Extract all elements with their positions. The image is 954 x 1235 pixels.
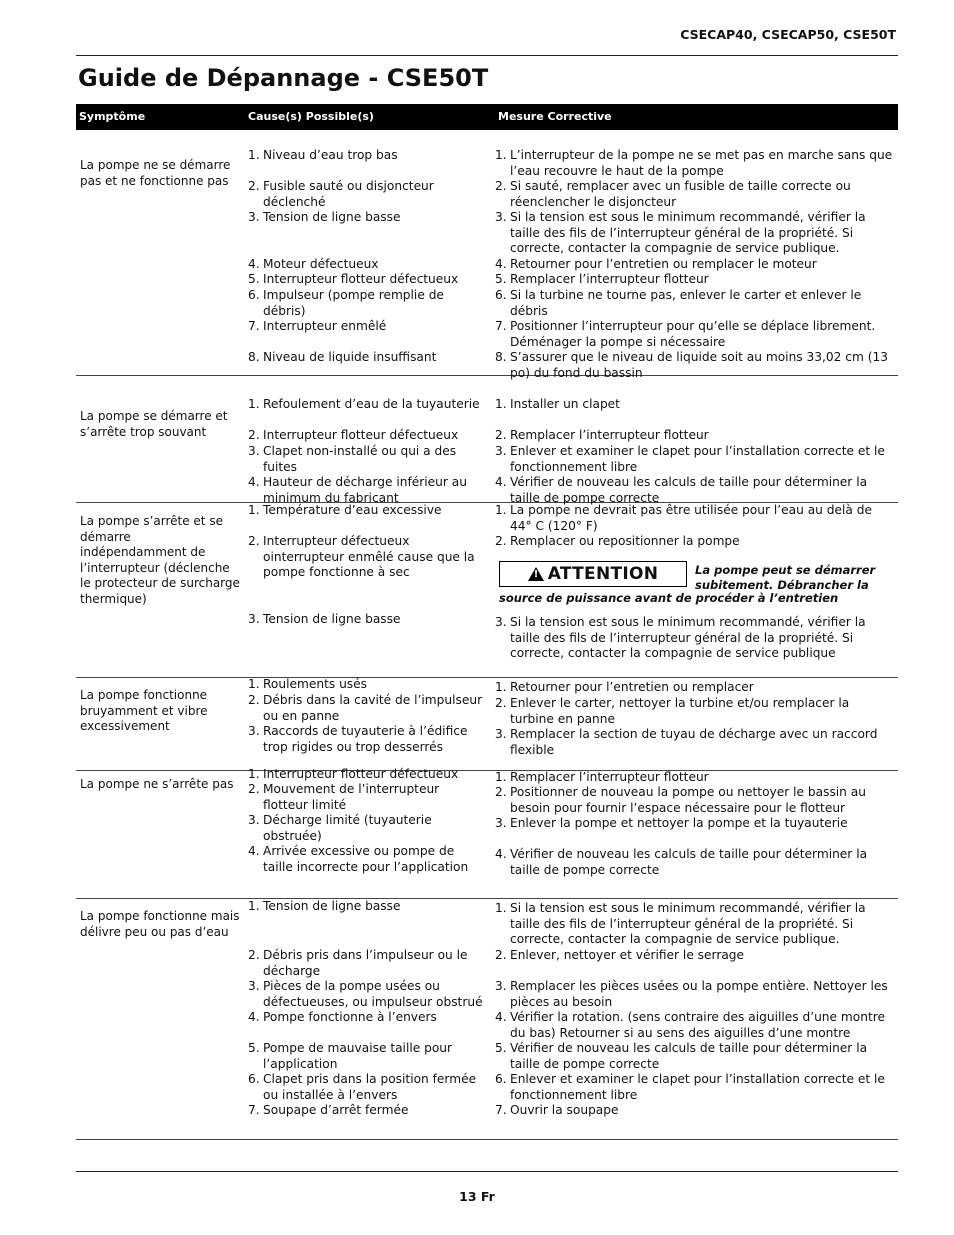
item-number: 3. bbox=[495, 444, 507, 458]
item-number: 4. bbox=[495, 475, 507, 489]
item-number: 4. bbox=[248, 1010, 260, 1024]
item-number: 2. bbox=[495, 696, 507, 710]
fix-item bbox=[495, 1103, 895, 1119]
item-text: Clapet pris dans la position fermée ou installée à l’envers bbox=[263, 1072, 477, 1102]
item-text: Hauteur de décharge inférieur au minimum du fabricant bbox=[263, 475, 467, 505]
cause-item bbox=[248, 257, 484, 273]
cause-item bbox=[248, 677, 484, 693]
item-number: 3. bbox=[495, 615, 507, 629]
item-text: Refoulement d’eau de la tuyauterie bbox=[263, 397, 480, 411]
item-number: 5. bbox=[495, 272, 507, 286]
fix-item bbox=[495, 148, 895, 179]
item-text: Interrupteur flotteur défectueux bbox=[263, 272, 459, 286]
item-text: Retourner pour l’entretien ou remplacer bbox=[510, 680, 754, 694]
item-number: 7. bbox=[495, 1103, 507, 1117]
item-number: 1. bbox=[248, 397, 260, 411]
item-text: Si sauté, remplacer avec un fusible de taille correcte ou réenclencher le disjoncteur bbox=[510, 179, 851, 209]
item-number: 2. bbox=[495, 179, 507, 193]
item-text: Tension de ligne basse bbox=[263, 612, 401, 626]
item-text: Interrupteur flotteur défectueux bbox=[263, 767, 459, 781]
table-row bbox=[76, 503, 898, 678]
fix-item bbox=[495, 1072, 895, 1103]
item-text: Tension de ligne basse bbox=[263, 210, 401, 224]
cause-item bbox=[248, 844, 484, 875]
header-symptom: Symptôme bbox=[79, 110, 146, 123]
cause-item bbox=[248, 148, 484, 164]
cause-item bbox=[248, 397, 484, 413]
item-text: Remplacer les pièces usées ou la pompe entière. Nettoyer les pièces au besoin bbox=[510, 979, 888, 1009]
cause-item bbox=[248, 1103, 484, 1119]
item-text: Moteur défectueux bbox=[263, 257, 379, 271]
attention-notice bbox=[499, 561, 895, 607]
cause-item bbox=[248, 503, 484, 519]
item-number: 2. bbox=[495, 948, 507, 962]
cause-item bbox=[248, 350, 484, 366]
item-number: 7. bbox=[248, 319, 260, 333]
item-number: 1. bbox=[495, 680, 507, 694]
item-number: 1. bbox=[495, 397, 507, 411]
cause-item bbox=[248, 475, 484, 506]
cause-item bbox=[248, 288, 484, 319]
cause-item bbox=[248, 612, 484, 628]
fix-item bbox=[495, 428, 895, 444]
cause-item bbox=[248, 724, 484, 755]
fix-item bbox=[495, 680, 895, 696]
item-text: Positionner de nouveau la pompe ou nettoyer le bassin au besoin pour fournir l’espace nécessaire pour le flotteur bbox=[510, 785, 866, 815]
fix-item bbox=[495, 696, 895, 727]
item-text: Enlever le carter, nettoyer la turbine et/ou remplacer la turbine en panne bbox=[510, 696, 850, 726]
item-number: 2. bbox=[248, 534, 260, 548]
item-text: Enlever et examiner le clapet pour l’installation correcte et le fonctionnement libre bbox=[510, 1072, 885, 1102]
cause-item bbox=[248, 428, 484, 444]
fix-item bbox=[495, 179, 895, 210]
symptom-cell: La pompe ne se démarre pas et ne fonctionne pas bbox=[80, 158, 231, 188]
item-number: 3. bbox=[495, 979, 507, 993]
item-number: 4. bbox=[495, 1010, 507, 1024]
item-number: 2. bbox=[248, 428, 260, 442]
cause-item bbox=[248, 782, 484, 813]
item-text: Vérifier de nouveau les calculs de taille pour déterminer la taille de pompe correcte bbox=[510, 475, 868, 505]
item-number: 1. bbox=[248, 899, 260, 913]
item-number: 6. bbox=[248, 1072, 260, 1086]
symptom-cell: La pompe ne s’arrête pas bbox=[80, 777, 234, 791]
fix-item bbox=[495, 534, 895, 550]
cause-item bbox=[248, 1041, 484, 1072]
item-number: 2. bbox=[248, 782, 260, 796]
item-number: 1. bbox=[495, 770, 507, 784]
fix-item bbox=[495, 319, 895, 350]
header-fix: Mesure Corrective bbox=[498, 110, 612, 123]
item-number: 3. bbox=[248, 612, 260, 626]
item-text: Vérifier la rotation. (sens contraire des aiguilles d’une montre du bas) Retourner si au sens des aiguilles d’une montre bbox=[510, 1010, 885, 1040]
item-text: Impulseur (pompe remplie de débris) bbox=[263, 288, 444, 318]
item-number: 2. bbox=[248, 179, 260, 193]
table-row bbox=[76, 899, 898, 1140]
item-text: Niveau d’eau trop bas bbox=[263, 148, 398, 162]
item-text: Pompe de mauvaise taille pour l’application bbox=[263, 1041, 453, 1071]
item-number: 2. bbox=[248, 693, 260, 707]
page-number: 13 Fr bbox=[459, 1189, 495, 1204]
item-text: Enlever et examiner le clapet pour l’installation correcte et le fonctionnement libre bbox=[510, 444, 885, 474]
cause-item bbox=[248, 319, 484, 335]
item-number: 1. bbox=[495, 901, 507, 915]
fix-item bbox=[495, 444, 895, 475]
fix-item bbox=[495, 785, 895, 816]
item-number: 3. bbox=[495, 816, 507, 830]
attention-label bbox=[499, 561, 687, 587]
cause-item bbox=[248, 813, 484, 844]
fix-item bbox=[495, 847, 895, 878]
item-text: Interrupteur enmêlé bbox=[263, 319, 387, 333]
item-text: Retourner pour l’entretien ou remplacer le moteur bbox=[510, 257, 817, 271]
item-text: Si la tension est sous le minimum recommandé, vérifier la taille des fils de l’interrupteur général de la propriété. Si correcte, contacter la compagnie de service publique. bbox=[510, 901, 866, 947]
table-row bbox=[76, 130, 898, 380]
warning-icon bbox=[528, 567, 544, 581]
item-number: 2. bbox=[495, 428, 507, 442]
item-number: 7. bbox=[248, 1103, 260, 1117]
fix-item bbox=[495, 948, 895, 964]
item-text: Débris pris dans l’impulseur ou le décharge bbox=[263, 948, 468, 978]
item-text: Vérifier de nouveau les calculs de taille pour déterminer la taille de pompe correcte bbox=[510, 1041, 868, 1071]
item-number: 6. bbox=[248, 288, 260, 302]
item-number: 6. bbox=[495, 1072, 507, 1086]
fix-item bbox=[495, 272, 895, 288]
item-number: 3. bbox=[495, 210, 507, 224]
symptom-cell: La pompe fonctionne bruyamment et vibre excessivement bbox=[80, 688, 208, 733]
cause-item bbox=[248, 444, 484, 475]
fix-item bbox=[495, 901, 895, 948]
item-text: S’assurer que le niveau de liquide soit au moins 33,02 cm (13 po) du fond du bassin bbox=[510, 350, 888, 380]
symptom-cell: La pompe se démarre et s’arrête trop souvant bbox=[80, 409, 228, 439]
table-body bbox=[76, 130, 898, 1140]
item-number: 4. bbox=[495, 257, 507, 271]
fix-item bbox=[495, 727, 895, 758]
item-number: 1. bbox=[495, 148, 507, 162]
item-text: Interrupteur défectueux ointerrupteur enmêlé cause que la pompe fonctionne à sec bbox=[263, 534, 475, 580]
table-row bbox=[76, 767, 898, 899]
item-number: 3. bbox=[248, 724, 260, 738]
model-numbers: CSECAP40, CSECAP50, CSE50T bbox=[680, 27, 896, 42]
item-text: Raccords de tuyauterie à l’édifice trop rigides ou trop desserrés bbox=[263, 724, 468, 754]
fix-item bbox=[495, 288, 895, 319]
item-number: 1. bbox=[248, 677, 260, 691]
item-number: 3. bbox=[495, 727, 507, 741]
item-number: 5. bbox=[248, 272, 260, 286]
cause-item bbox=[248, 1072, 484, 1103]
cause-item bbox=[248, 210, 484, 226]
fix-item bbox=[495, 210, 895, 257]
symptom-cell: La pompe fonctionne mais délivre peu ou pas d’eau bbox=[80, 909, 240, 939]
cause-item bbox=[248, 1010, 484, 1026]
item-text: Roulements usés bbox=[263, 677, 368, 691]
item-number: 1. bbox=[248, 503, 260, 517]
item-text: Remplacer l’interrupteur flotteur bbox=[510, 272, 709, 286]
item-text: Niveau de liquide insuffisant bbox=[263, 350, 437, 364]
table-header bbox=[76, 104, 898, 130]
item-text: Remplacer la section de tuyau de décharge avec un raccord flexible bbox=[510, 727, 878, 757]
fix-item bbox=[495, 979, 895, 1010]
cause-item bbox=[248, 979, 484, 1010]
item-number: 3. bbox=[248, 813, 260, 827]
fix-item bbox=[495, 816, 895, 832]
item-number: 4. bbox=[495, 847, 507, 861]
table-row bbox=[76, 376, 898, 503]
cause-item bbox=[248, 534, 484, 581]
item-text: Installer un clapet bbox=[510, 397, 620, 411]
item-text: Remplacer ou repositionner la pompe bbox=[510, 534, 740, 548]
item-text: Pièces de la pompe usées ou défectueuses, ou impulseur obstrué bbox=[263, 979, 483, 1009]
fix-item bbox=[495, 1010, 895, 1041]
attention-text-2: source de puissance avant de procéder à l’entretien bbox=[499, 591, 839, 605]
item-text: Clapet non-installé ou qui a des fuites bbox=[263, 444, 457, 474]
header-rule bbox=[76, 55, 898, 56]
cause-item bbox=[248, 272, 484, 288]
item-text: Interrupteur flotteur défectueux bbox=[263, 428, 459, 442]
table-row bbox=[76, 678, 898, 771]
item-number: 1. bbox=[248, 767, 260, 781]
item-text: Débris dans la cavité de l’impulseur ou en panne bbox=[263, 693, 483, 723]
fix-item bbox=[495, 475, 895, 506]
item-text: Pompe fonctionne à l’envers bbox=[263, 1010, 437, 1024]
fix-item bbox=[495, 397, 895, 413]
item-text: Si la tension est sous le minimum recommandé, vérifier la taille des fils de l’interrupteur général de la propriété. Si correcte, contacter la compagnie de service publique bbox=[510, 615, 866, 661]
item-number: 7. bbox=[495, 319, 507, 333]
item-number: 4. bbox=[248, 844, 260, 858]
item-text: Vérifier de nouveau les calculs de taille pour déterminer la taille de pompe correcte bbox=[510, 847, 868, 877]
fix-item bbox=[495, 1041, 895, 1072]
item-text: Décharge limité (tuyauterie obstruée) bbox=[263, 813, 432, 843]
item-number: 1. bbox=[495, 503, 507, 517]
item-text: Mouvement de l’interrupteur flotteur limité bbox=[263, 782, 440, 812]
item-text: Ouvrir la soupape bbox=[510, 1103, 619, 1117]
cause-item bbox=[248, 899, 484, 915]
item-number: 2. bbox=[495, 785, 507, 799]
item-text: Tension de ligne basse bbox=[263, 899, 401, 913]
troubleshooting-table bbox=[76, 104, 898, 1140]
item-text: L’interrupteur de la pompe ne se met pas en marche sans que l’eau recouvre le haut de la pompe bbox=[510, 148, 893, 178]
item-number: 3. bbox=[248, 210, 260, 224]
cause-item bbox=[248, 767, 484, 783]
item-number: 3. bbox=[248, 979, 260, 993]
item-text: Arrivée excessive ou pompe de taille incorrecte pour l’application bbox=[263, 844, 469, 874]
cause-item bbox=[248, 693, 484, 724]
fix-item bbox=[495, 770, 895, 786]
item-text: Remplacer l’interrupteur flotteur bbox=[510, 428, 709, 442]
item-text: La pompe ne devrait pas être utilisée pour l’eau au delà de 44° C (120° F) bbox=[510, 503, 872, 533]
item-number: 5. bbox=[495, 1041, 507, 1055]
footer-rule bbox=[76, 1171, 898, 1172]
item-text: Fusible sauté ou disjoncteur déclenché bbox=[263, 179, 434, 209]
cause-item bbox=[248, 179, 484, 210]
item-text: Enlever la pompe et nettoyer la pompe et la tuyauterie bbox=[510, 816, 848, 830]
header-cause: Cause(s) Possible(s) bbox=[248, 110, 374, 123]
item-number: 2. bbox=[495, 534, 507, 548]
item-number: 2. bbox=[248, 948, 260, 962]
attention-text-1: La pompe peut se démarrer subitement. Débrancher la bbox=[695, 563, 876, 592]
item-text: Si la turbine ne tourne pas, enlever le carter et enlever le débris bbox=[510, 288, 862, 318]
item-text: Soupape d’arrêt fermée bbox=[263, 1103, 409, 1117]
item-text: Positionner l’interrupteur pour qu’elle se déplace librement. Déménager la pompe si nécessaire bbox=[510, 319, 876, 349]
item-number: 6. bbox=[495, 288, 507, 302]
item-number: 3. bbox=[248, 444, 260, 458]
item-text: Enlever, nettoyer et vérifier le serrage bbox=[510, 948, 745, 962]
item-number: 8. bbox=[495, 350, 507, 364]
page-title: Guide de Dépannage - CSE50T bbox=[78, 64, 489, 92]
fix-item bbox=[495, 257, 895, 273]
symptom-cell: La pompe s’arrête et se démarre indépendamment de l’interrupteur (déclenche le protecteur de surcharge thermique) bbox=[80, 514, 240, 606]
item-number: 5. bbox=[248, 1041, 260, 1055]
item-text: Remplacer l’interrupteur flotteur bbox=[510, 770, 709, 784]
fix-item bbox=[495, 615, 895, 662]
item-number: 4. bbox=[248, 475, 260, 489]
cause-item bbox=[248, 948, 484, 979]
item-number: 1. bbox=[248, 148, 260, 162]
item-text: Température d’eau excessive bbox=[263, 503, 442, 517]
item-text: Si la tension est sous le minimum recommandé, vérifier la taille des fils de l’interrupteur général de la propriété. Si correcte, contacter la compagnie de service publique. bbox=[510, 210, 866, 256]
item-number: 8. bbox=[248, 350, 260, 364]
fix-item bbox=[495, 503, 895, 534]
attention-word: ATTENTION bbox=[547, 564, 659, 584]
item-number: 4. bbox=[248, 257, 260, 271]
